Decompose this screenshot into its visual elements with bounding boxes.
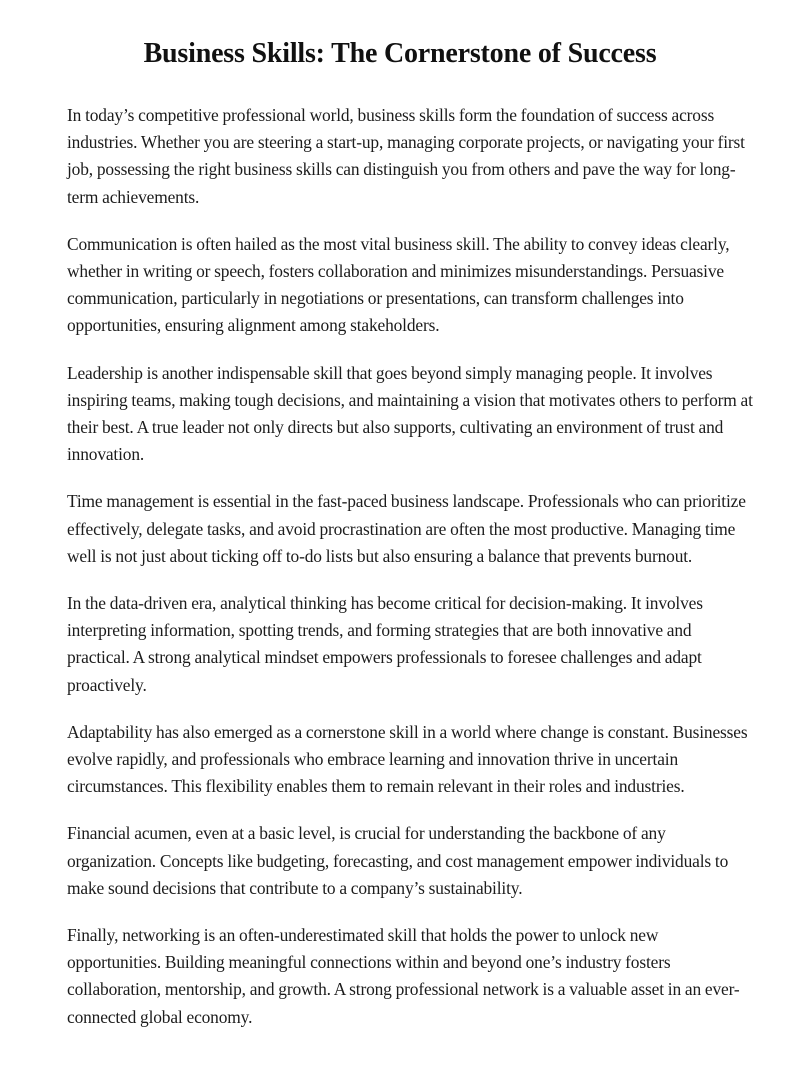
paragraph-analytical-thinking: In the data-driven era, analytical thinking has become critical for decision-making. It involves interpreting information, spotting trends, and forming strategies that are both innovative and practical. A strong analytical mindset empowers professionals to foresee challenges and adapt proactively. bbox=[67, 593, 703, 695]
paragraph-communication: Communication is often hailed as the most vital business skill. The ability to convey ideas clearly, whether in writing or speech, fosters collaboration and minimizes misunderstandings. Persuasive communication, particularly in negotiations or presentations, can transform challenges into opportunities, ensuring alignment among stakeholders. bbox=[67, 233, 730, 336]
paragraph-networking: Finally, networking is an often-underestimated skill that holds the power to unlock new opportunities. Building meaningful connections within and beyond one’s industry fosters collaboration, mentorship, and growth. A strong professional network is a valuable asset in an ever-connected global economy. bbox=[67, 925, 740, 1027]
paragraph-intro: In today’s competitive professional world, business skills form the foundation of success across industries. Whether you are steering a start-up, managing corporate projects, or navigating your first job, possessing the right business skills can distinguish you from others and pave the way for long-term achievements. bbox=[67, 105, 745, 207]
paragraph-financial-acumen: Financial acumen, even at a basic level, is crucial for understanding the backbone of any organization. Concepts like budgeting, forecasting, and cost management empower individuals to make sound decisions that contribute to a company’s sustainability. bbox=[67, 823, 729, 898]
paragraph-time-management: Time management is essential in the fast-paced business landscape. Professionals who can prioritize effectively, delegate tasks, and avoid procrastination are often the most productive. Managing time well is not just about ticking off to-do lists but also ensuring a balance that prevents burnout. bbox=[67, 491, 746, 566]
paragraph-leadership: Leadership is another indispensable skill that goes beyond simply managing people. It involves inspiring teams, making tough decisions, and maintaining a vision that motivates others to perform at their best. A true leader not only directs but also supports, cultivating an environment of trust and innovation. bbox=[67, 362, 753, 465]
paragraph-adaptability: Adaptability has also emerged as a cornerstone skill in a world where change is constant. Businesses evolve rapidly, and professionals who embrace learning and innovation thrive in uncertain circumstances. This flexibility enables them to remain relevant in their roles and industries. bbox=[67, 721, 748, 797]
document-title: Business Skills: The Cornerstone of Success bbox=[143, 38, 657, 69]
document-body bbox=[67, 102, 756, 1031]
